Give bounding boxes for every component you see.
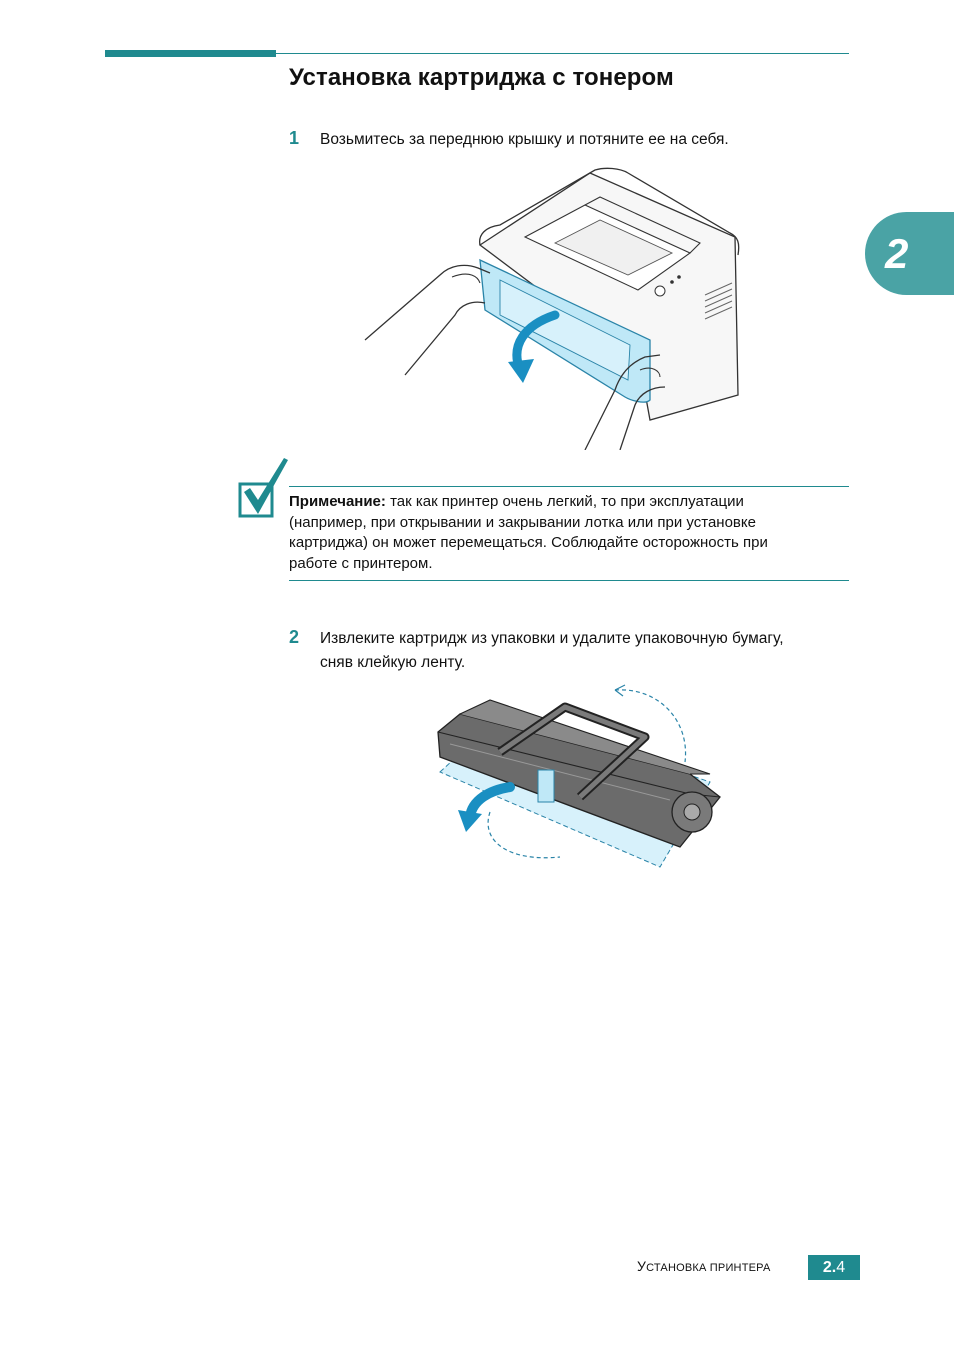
note-checkmark-icon <box>238 456 290 524</box>
note-line-4: работе с принтером. <box>289 554 433 572</box>
page-number-minor: 4 <box>836 1258 846 1276</box>
footer-section-title <box>637 1258 771 1274</box>
page-title: Установка картриджа с тонером <box>289 64 674 91</box>
header-rule-thick <box>105 50 276 57</box>
note-line-1-text: так как принтер очень легкий, то при эксплуатации <box>385 493 744 510</box>
note-text <box>289 492 849 574</box>
page-number-major: 2. <box>822 1258 837 1276</box>
page-number-badge <box>808 1255 860 1280</box>
note-line-1 <box>289 492 849 513</box>
step-1-text: Возьмитесь за переднюю крышку и потяните ее на себя. <box>320 131 729 148</box>
footer-section-first-letter: У <box>637 1258 647 1274</box>
step-2-text <box>320 627 784 675</box>
step-2-number: 2 <box>289 627 300 647</box>
step-2-text-line-2: сняв клейкую ленту. <box>320 654 466 671</box>
step-2-text-line-1: Извлеките картридж из упаковки и удалите упаковочную бумагу, <box>320 630 784 647</box>
toner-cartridge-illustration <box>430 682 730 882</box>
chapter-tab <box>865 212 954 295</box>
note-top-rule <box>289 486 849 487</box>
note-line-3: картриджа) он может перемещаться. Соблюдайте осторожность при <box>289 534 768 551</box>
note-line-2: (например, при открывании и закрывании лотка или при установке <box>289 513 756 531</box>
footer-section-rest: СТАНОВКА ПРИНТЕРА <box>646 1262 771 1274</box>
step-1-number: 1 <box>289 128 300 148</box>
note-label: Примечание: <box>289 493 386 510</box>
header-rule-thin <box>276 53 849 54</box>
note-bottom-rule <box>289 580 849 581</box>
chapter-number: 2 <box>885 229 909 277</box>
printer-open-cover-illustration <box>360 165 750 450</box>
